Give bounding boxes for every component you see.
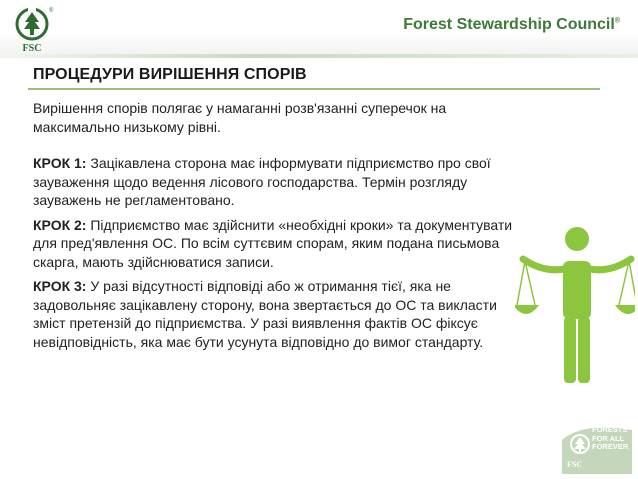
intro-paragraph: Вирішення спорів полягає у намаганні розв'язанні суперечок на максимально низькому рівні.	[33, 100, 447, 135]
organization-name: Forest Stewardship Council®	[403, 16, 620, 33]
step-2	[33, 216, 513, 272]
footer-slogan	[592, 426, 628, 452]
footer-line-2: FOR ALL	[592, 433, 625, 443]
organization-trademark: ®	[614, 17, 620, 25]
slide-title: ПРОЦЕДУРИ ВИРІШЕННЯ СПОРІВ	[33, 66, 307, 83]
title-underline	[28, 88, 600, 90]
fsc-logo	[8, 4, 58, 54]
fsc-logo-trademark: ®	[49, 8, 54, 14]
fsc-logo-text: FSC	[22, 43, 42, 54]
step-1-label: КРОК 1:	[33, 155, 87, 171]
slide-content	[33, 99, 513, 357]
step-3-text: У разі відсутності відповіді або ж отримання тієї, яка не задовольняє зацікавлену сторону, вона звертається до ОС та викласти зміст претензій до підприємства. У разі виявлення фактів ОС фіксує невідповідність, яка має бути усунута відповідно до вимог стандарту.	[33, 278, 497, 350]
header-divider	[0, 54, 638, 58]
step-3	[33, 277, 513, 351]
step-1-text: Зацікавлена сторона має інформувати підприємство про свої зауваження щодо ведення лісового господарства. Термін розгляду зауважень не регламентовано.	[33, 155, 491, 208]
step-2-label: КРОК 2:	[33, 216, 87, 233]
footer-fsc-text: FSC	[567, 460, 583, 469]
step-1	[33, 154, 513, 210]
header-bar	[0, 0, 638, 58]
footer-line-1: FORESTS	[592, 425, 628, 434]
step-3-label: КРОК 3:	[33, 278, 87, 294]
step-2-text: Підприємство має здійснити «необхідні кроки» та документувати для пред'явлення ОС. По всім суттєвим спорам, яким подана письмова скарга, мають здійснюватися записи.	[33, 216, 513, 270]
person-scales-icon	[515, 225, 635, 385]
footer-line-3: FOREVER	[592, 442, 629, 451]
